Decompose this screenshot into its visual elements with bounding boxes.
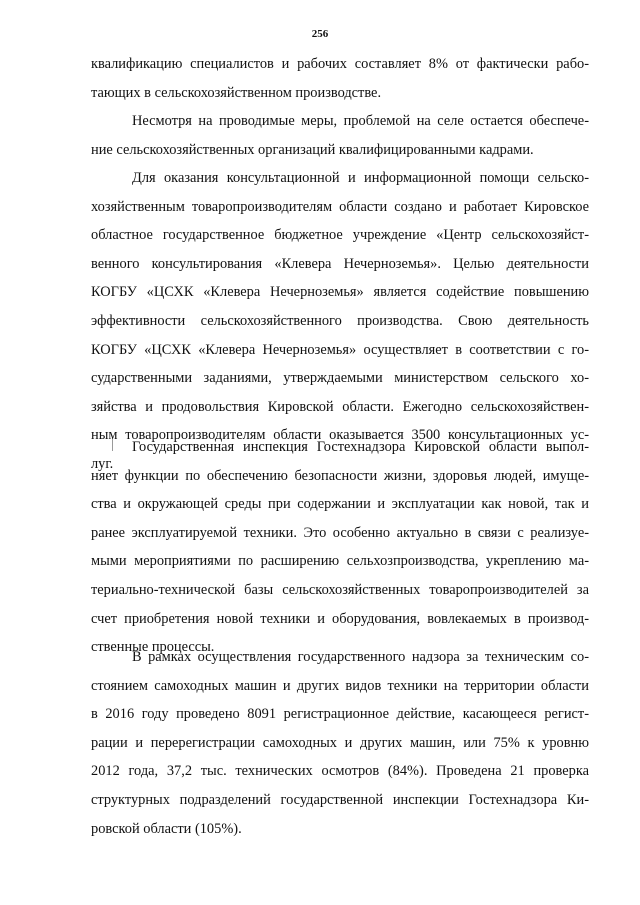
paragraph-2 <box>91 107 589 164</box>
text-line: ственные процессы. <box>91 639 215 656</box>
text-line: ние сельскохозяйственных организаций квалифицированными кадрами. <box>91 141 534 158</box>
text-line: ранее эксплуатируемой техники. Это особенно актуально в связи с реализуе- <box>91 524 589 541</box>
text-line: структурных подразделений государственной инспекции Гостехнадзора Ки- <box>91 791 589 808</box>
text-line: зяйства и продовольствия Кировской области. Ежегодно сельскохозяйствен- <box>91 398 589 415</box>
text-line: счет приобретения новой техники и оборудования, вовлекаемых в производ- <box>91 610 589 627</box>
text-line: ства и окружающей среды при содержании и эксплуатации как новой, так и <box>91 496 589 513</box>
text-line: квалификацию специалистов и рабочих составляет 8% от фактически рабо- <box>91 56 589 72</box>
text-line: КОГБУ «ЦСХК «Клевера Нечерноземья» осуществляет в соответствии с го- <box>91 341 589 358</box>
paragraph-1 <box>91 50 589 107</box>
text-line: Несмотря на проводимые меры, проблемой на селе остается обеспече- <box>132 113 589 129</box>
text-line: стоянием самоходных машин и других видов техники на территории области <box>91 677 589 694</box>
text-line: ровской области (105%). <box>91 820 242 837</box>
text-line: териально-технической базы сельскохозяйственных товаропроизводителей за <box>91 581 589 598</box>
text-line: няет функции по обеспечению безопасности жизни, здоровья людей, имуще- <box>91 467 589 484</box>
page-number: 256 <box>311 28 329 40</box>
text-line: 2012 года, 37,2 тыс. технических осмотров (84%). Проведена 21 проверка <box>91 763 589 780</box>
text-line: сударственными заданиями, утверждаемыми министерством сельского хо- <box>91 370 589 387</box>
text-line: ным товаропроизводителям области оказывается 3500 консультационных ус- <box>91 427 589 444</box>
text-line: КОГБУ «ЦСХК «Клевера Нечерноземья» является содействие повышению <box>91 284 589 301</box>
text-line: тающих в сельскохозяйственном производстве. <box>91 84 382 101</box>
text-line: венного консультирования «Клевера Нечерноземья». Целью деятельности <box>91 255 589 272</box>
text-line: мыми мероприятиями по расширению сельхозпроизводства, укреплению ма- <box>91 553 589 570</box>
text-line: рации и перерегистрации самоходных и других машин, или 75% к уровню <box>91 734 589 751</box>
text-line: эффективности сельскохозяйственного производства. Свою деятельность <box>91 312 589 329</box>
paragraph-3 <box>91 164 589 479</box>
text-line: Для оказания консультационной и информационной помощи сельско- <box>132 170 589 186</box>
text-line: областное государственное бюджетное учреждение «Центр сельскохозяйст- <box>91 227 589 244</box>
text-line: В рамках осуществления государственного надзора за техническим со- <box>132 649 589 665</box>
text-line: хозяйственным товаропроизводителям области создано и работает Кировское <box>91 198 589 215</box>
text-line: луг. <box>91 455 114 472</box>
paragraph-5 <box>91 643 589 843</box>
text-line: Государственная инспекция Гостехнадзора Кировской области выпол- <box>132 439 589 455</box>
text-line: в 2016 году проведено 8091 регистрационное действие, касающееся регист- <box>91 706 589 723</box>
paragraph-4 <box>91 433 589 662</box>
